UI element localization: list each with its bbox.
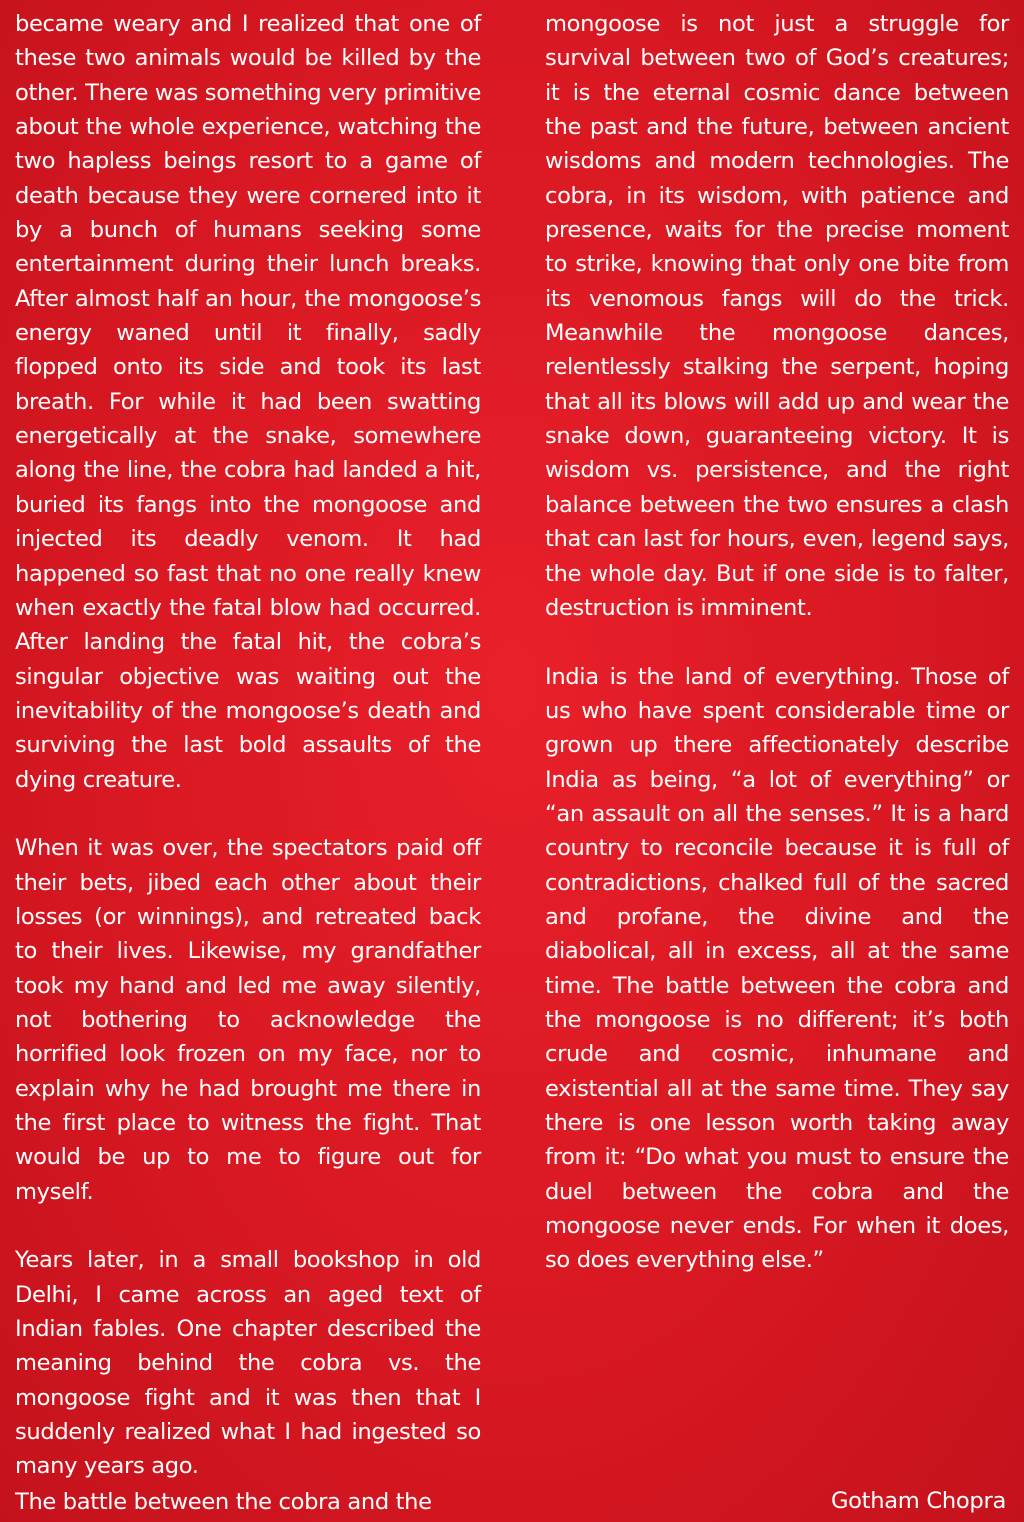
- left-column: [15, 7, 481, 1518]
- right-column: [545, 7, 1009, 1312]
- paragraph-fight-outcome: became weary and I realized that one of these two animals would be killed by the other. There was something very primitive about the whole experience, watching the two hapless beings resort to a game of death because they were cornered into it by a bunch of humans seeking some entertainment during their lunch breaks. After almost half an hour, the mongoose’s energy waned until it finally, sadly flopped onto its side and took its last breath. For while it had been swatting energetically at the snake, somewhere along the line, the cobra had landed a hit, buried its fangs into the mongoose and injected its deadly venom. It had happened so fast that no one really knew when exactly the fatal blow had occurred. After landing the fatal hit, the cobra’s singular objective was waiting out the inevitability of the mongoose’s death and surviving the last bold assaults of the dying creature.: [15, 11, 481, 793]
- paragraph-cosmic-dance: mongoose is not just a struggle for survival between two of God’s creatures; it is the eternal cosmic dance between the past and the future, between ancient wisdoms and modern technologies. The cobra, in its wisdom, with patience and presence, waits for the precise moment to strike, knowing that only one bite from its venomous fangs will do the trick. Meanwhile the mongoose dances, relentlessly stalking the serpent, hoping that all its blows will add up and wear the snake down, guaranteeing victory. It is wisdom vs. persistence, and the right balance between the two ensures a clash that can last for hours, even, legend says, the whole day. But if one side is to falter, destruction is imminent.: [545, 11, 1009, 621]
- continuation-line: The battle between the cobra and the: [15, 1489, 432, 1515]
- paragraph-aftermath: When it was over, the spectators paid off their bets, jibed each other about their losses (or winnings), and retreated back to their lives. Likewise, my grandfather took my hand and led me away silently, not bothering to acknowledge the horrified look frozen on my face, nor to explain why he had brought me there in the first place to witness the fight. That would be up to me to figure out for myself.: [15, 835, 481, 1205]
- paragraph-bookshop: Years later, in a small bookshop in old Delhi, I came across an aged text of Indian fables. One chapter described the meaning behind the cobra vs. the mongoose fight and it was then that I suddenly realized what I had ingested so many years ago.: [15, 1247, 481, 1480]
- author-signature: Gotham Chopra: [830, 1488, 1006, 1514]
- paragraph-india: India is the land of everything. Those of us who have spent considerable time or grown up there affectionately describe India as being, “a lot of everything” or “an assault on all the senses.” It is a hard country to reconcile because it is full of contradictions, chalked full of the sacred and profane, the divine and the diabolical, all in excess, all at the same time. The battle between the cobra and the mongoose is no different; it’s both crude and cosmic, inhumane and existential all at the same time. They say there is one lesson worth taking away from it: “Do what you must to ensure the duel between the cobra and the mongoose never ends. For when it does, so does everything else.”: [545, 663, 1009, 1274]
